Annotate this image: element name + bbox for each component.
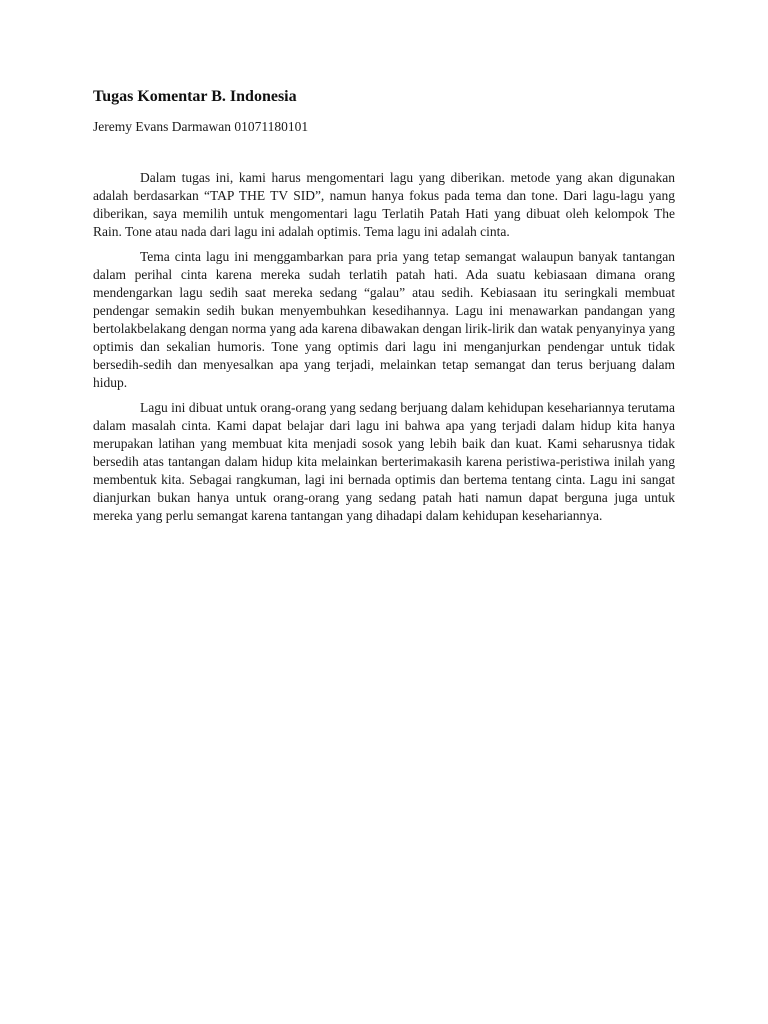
- paragraph-3: Lagu ini dibuat untuk orang-orang yang sedang berjuang dalam kehidupan kesehariannya terutama dalam masalah cinta. Kami dapat belajar dari lagu ini bahwa apa yang terjadi dalam hidup kita hanya merupakan latihan yang membuat kita menjadi sosok yang lebih baik dan kuat. Kami seharusnya tidak bersedih atas tantangan dalam hidup kita melainkan berterimakasih karena peristiwa-peristiwa inilah yang membentuk kita. Sebagai rangkuman, lagi ini bernada optimis dan bertema tentang cinta. Lagu ini sangat dianjurkan bukan hanya untuk orang-orang yang sedang patah hati namun dapat berguna juga untuk mereka yang perlu semangat karena tantangan yang dihadapi dalam kehidupan kesehariannya.: [93, 400, 675, 523]
- paragraph-1: Dalam tugas ini, kami harus mengomentari lagu yang diberikan. metode yang akan digunakan adalah berdasarkan “TAP THE TV SID”, namun hanya fokus pada tema dan tone. Dari lagu-lagu yang diberikan, saya memilih untuk mengomentari lagu Terlatih Patah Hati yang dibuat oleh kelompok The Rain. Tone atau nada dari lagu ini adalah optimis. Tema lagu ini adalah cinta.: [93, 170, 675, 239]
- document-content: [93, 86, 675, 532]
- author-line: Jeremy Evans Darmawan 01071180101: [93, 119, 309, 134]
- document-body: [93, 169, 675, 525]
- document-title: Tugas Komentar B. Indonesia: [93, 88, 297, 105]
- paragraph-2: Tema cinta lagu ini menggambarkan para pria yang tetap semangat walaupun banyak tantangan dalam perihal cinta karena mereka sudah terlatih patah hati. Ada suatu kebiasaan dimana orang mendengarkan lagu sedih saat mereka sedang “galau” atau sedih. Kebiasaan itu seringkali membuat pendengar semakin sedih bukan menyembuhkan kesedihannya. Lagu ini menawarkan pandangan yang bertolakbelakang dengan norma yang ada karena dibawakan dengan lirik-lirik dan watak penyanyinya yang optimis dan sekalian humoris. Tone yang optimis dari lagu ini menganjurkan pendengar untuk tidak bersedih-sedih dan menyesalkan apa yang terjadi, melainkan tetap semangat dan terus berjuang dalam hidup.: [93, 249, 675, 390]
